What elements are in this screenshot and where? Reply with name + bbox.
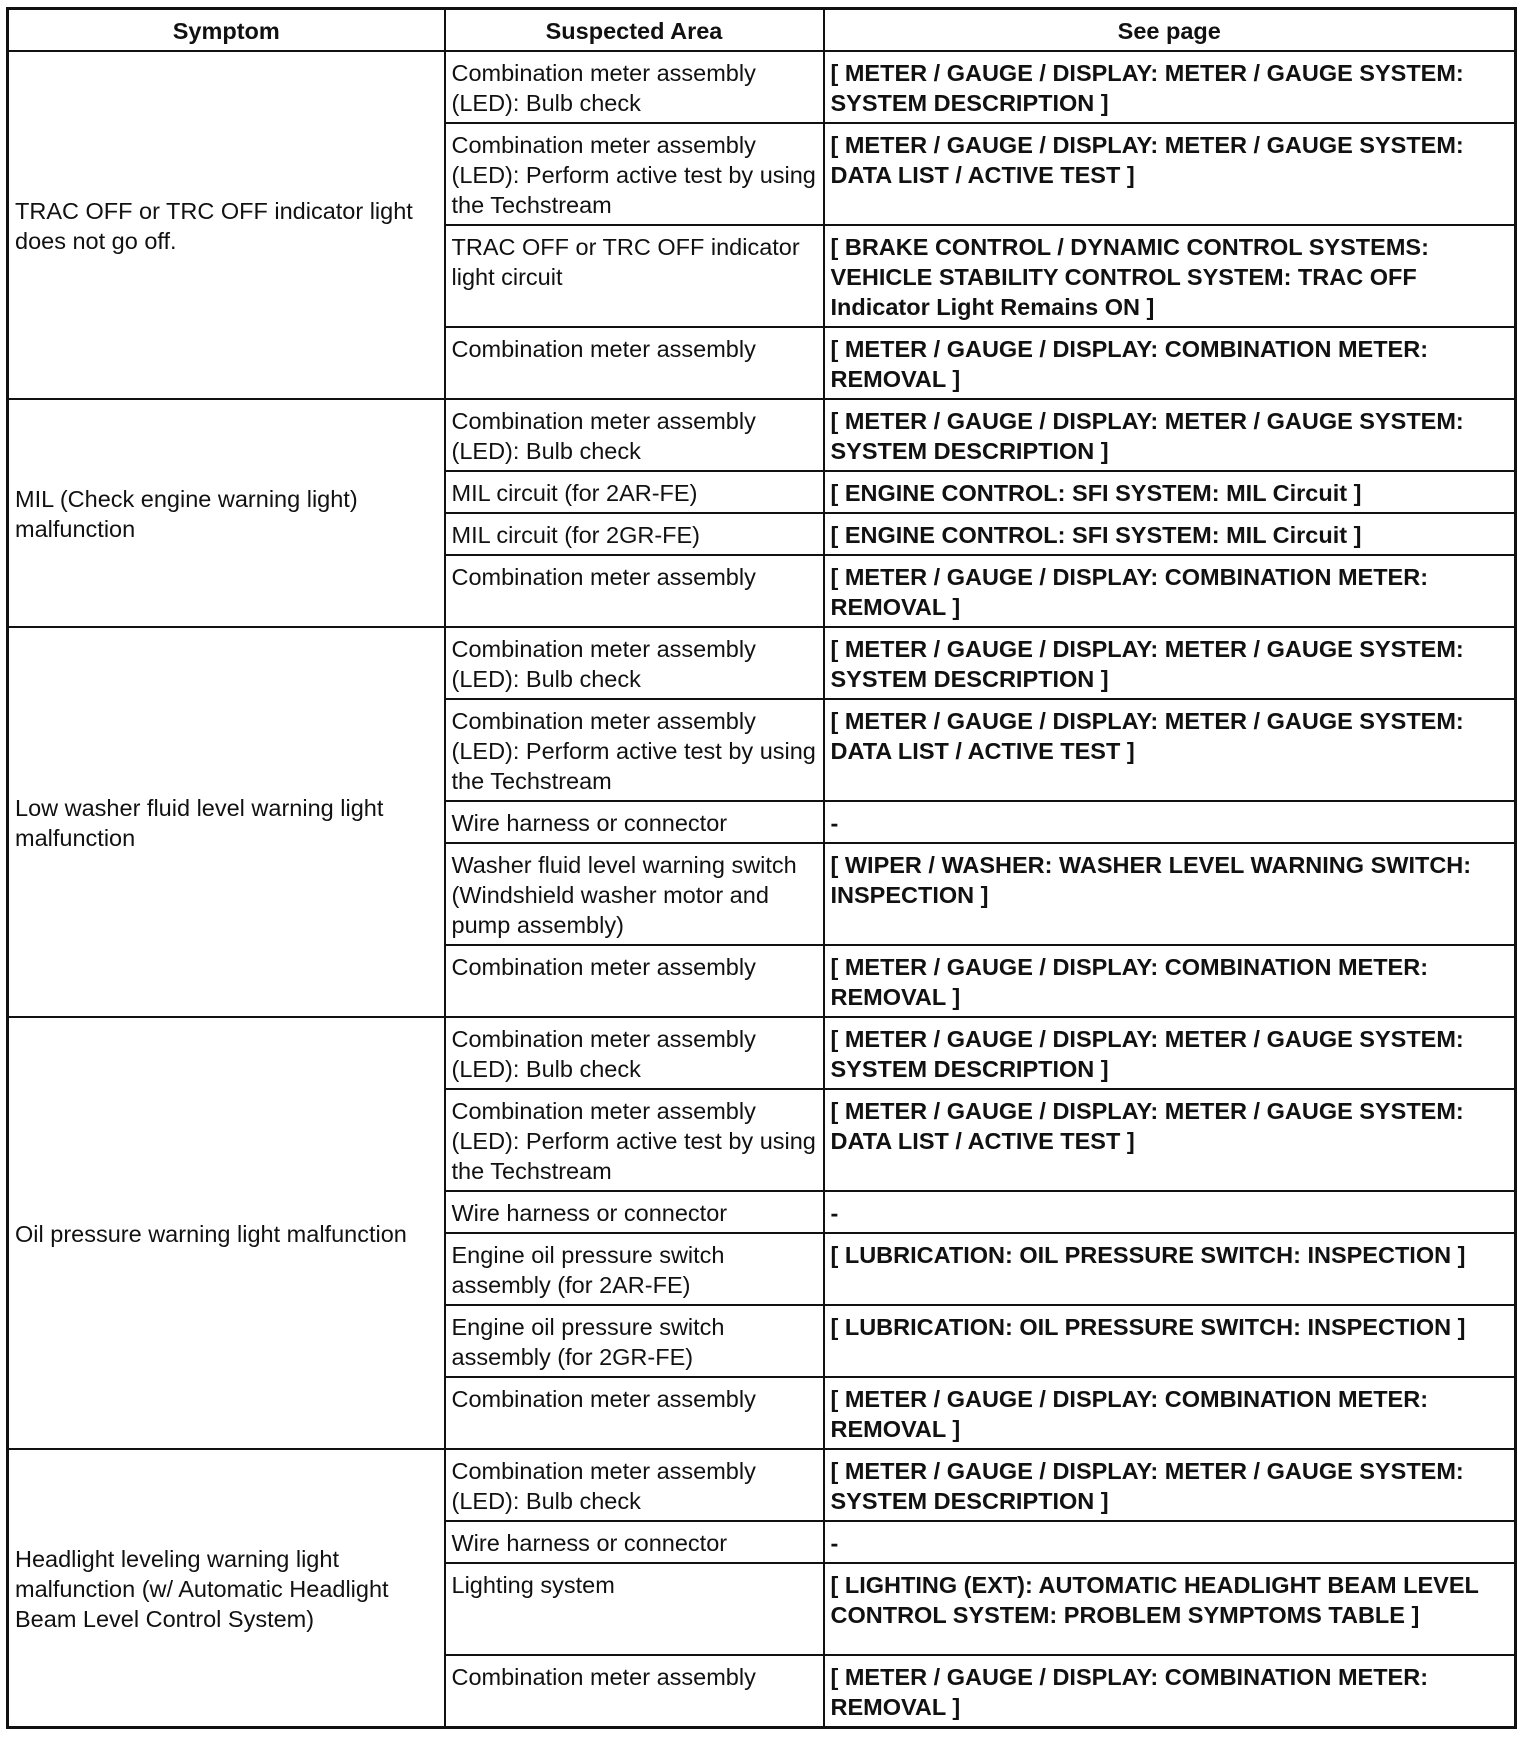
see-page-cell: [ LUBRICATION: OIL PRESSURE SWITCH: INSPECTION ] <box>824 1233 1516 1305</box>
suspected-area-cell: Washer fluid level warning switch (Windshield washer motor and pump assembly) <box>445 843 824 945</box>
see-page-cell: [ METER / GAUGE / DISPLAY: METER / GAUGE SYSTEM: SYSTEM DESCRIPTION ] <box>824 1449 1516 1521</box>
suspected-area-cell: Combination meter assembly <box>445 945 824 1017</box>
suspected-area-cell: Combination meter assembly (LED): Bulb check <box>445 1017 824 1089</box>
suspected-area-cell: Wire harness or connector <box>445 801 824 843</box>
table-row <box>8 1449 1516 1521</box>
header-row <box>8 9 1516 52</box>
suspected-area-cell: Combination meter assembly (LED): Bulb check <box>445 399 824 471</box>
suspected-area-cell: Engine oil pressure switch assembly (for 2AR-FE) <box>445 1233 824 1305</box>
header-suspected-area: Suspected Area <box>445 9 824 52</box>
suspected-area-cell: Combination meter assembly <box>445 555 824 627</box>
suspected-area-cell: MIL circuit (for 2GR-FE) <box>445 513 824 555</box>
symptom-cell: Oil pressure warning light malfunction <box>8 1017 445 1449</box>
see-page-cell: [ METER / GAUGE / DISPLAY: METER / GAUGE SYSTEM: DATA LIST / ACTIVE TEST ] <box>824 1089 1516 1191</box>
see-page-cell: [ ENGINE CONTROL: SFI SYSTEM: MIL Circuit ] <box>824 471 1516 513</box>
suspected-area-cell: Combination meter assembly <box>445 1655 824 1728</box>
suspected-area-cell: Wire harness or connector <box>445 1191 824 1233</box>
suspected-area-cell: MIL circuit (for 2AR-FE) <box>445 471 824 513</box>
see-page-cell: [ METER / GAUGE / DISPLAY: COMBINATION METER: REMOVAL ] <box>824 945 1516 1017</box>
see-page-cell: [ LUBRICATION: OIL PRESSURE SWITCH: INSPECTION ] <box>824 1305 1516 1377</box>
symptom-cell: MIL (Check engine warning light) malfunction <box>8 399 445 627</box>
see-page-cell: [ METER / GAUGE / DISPLAY: COMBINATION METER: REMOVAL ] <box>824 555 1516 627</box>
table-row <box>8 399 1516 471</box>
see-page-cell: [ METER / GAUGE / DISPLAY: METER / GAUGE SYSTEM: DATA LIST / ACTIVE TEST ] <box>824 123 1516 225</box>
suspected-area-cell: Lighting system <box>445 1563 824 1655</box>
see-page-cell: [ ENGINE CONTROL: SFI SYSTEM: MIL Circuit ] <box>824 513 1516 555</box>
see-page-cell: [ METER / GAUGE / DISPLAY: METER / GAUGE SYSTEM: DATA LIST / ACTIVE TEST ] <box>824 699 1516 801</box>
suspected-area-cell: TRAC OFF or TRC OFF indicator light circuit <box>445 225 824 327</box>
table-row <box>8 1017 1516 1089</box>
see-page-cell: [ METER / GAUGE / DISPLAY: METER / GAUGE SYSTEM: SYSTEM DESCRIPTION ] <box>824 627 1516 699</box>
suspected-area-cell: Combination meter assembly (LED): Bulb check <box>445 51 824 123</box>
header-see-page: See page <box>824 9 1516 52</box>
suspected-area-cell: Combination meter assembly (LED): Perform active test by using the Techstream <box>445 699 824 801</box>
suspected-area-cell: Combination meter assembly <box>445 327 824 399</box>
see-page-cell: [ METER / GAUGE / DISPLAY: METER / GAUGE SYSTEM: SYSTEM DESCRIPTION ] <box>824 399 1516 471</box>
symptom-cell: Headlight leveling warning light malfunction (w/ Automatic Headlight Beam Level Control System) <box>8 1449 445 1728</box>
see-page-cell: [ METER / GAUGE / DISPLAY: COMBINATION METER: REMOVAL ] <box>824 327 1516 399</box>
suspected-area-cell: Engine oil pressure switch assembly (for 2GR-FE) <box>445 1305 824 1377</box>
see-page-cell: - <box>824 801 1516 843</box>
see-page-cell: [ METER / GAUGE / DISPLAY: COMBINATION METER: REMOVAL ] <box>824 1377 1516 1449</box>
header-symptom: Symptom <box>8 9 445 52</box>
see-page-cell: [ LIGHTING (EXT): AUTOMATIC HEADLIGHT BEAM LEVEL CONTROL SYSTEM: PROBLEM SYMPTOMS TABLE ] <box>824 1563 1516 1655</box>
table-row <box>8 627 1516 699</box>
see-page-cell: [ METER / GAUGE / DISPLAY: METER / GAUGE SYSTEM: SYSTEM DESCRIPTION ] <box>824 1017 1516 1089</box>
symptom-cell: TRAC OFF or TRC OFF indicator light does not go off. <box>8 51 445 399</box>
suspected-area-cell: Combination meter assembly (LED): Perform active test by using the Techstream <box>445 123 824 225</box>
see-page-cell: - <box>824 1521 1516 1563</box>
suspected-area-cell: Combination meter assembly (LED): Bulb check <box>445 627 824 699</box>
suspected-area-cell: Combination meter assembly (LED): Perform active test by using the Techstream <box>445 1089 824 1191</box>
suspected-area-cell: Combination meter assembly <box>445 1377 824 1449</box>
see-page-cell: [ WIPER / WASHER: WASHER LEVEL WARNING SWITCH: INSPECTION ] <box>824 843 1516 945</box>
suspected-area-cell: Combination meter assembly (LED): Bulb check <box>445 1449 824 1521</box>
table-row <box>8 51 1516 123</box>
suspected-area-cell: Wire harness or connector <box>445 1521 824 1563</box>
see-page-cell: [ BRAKE CONTROL / DYNAMIC CONTROL SYSTEMS: VEHICLE STABILITY CONTROL SYSTEM: TRAC OFF Indicator Light Remains ON ] <box>824 225 1516 327</box>
see-page-cell: [ METER / GAUGE / DISPLAY: METER / GAUGE SYSTEM: SYSTEM DESCRIPTION ] <box>824 51 1516 123</box>
see-page-cell: - <box>824 1191 1516 1233</box>
symptom-cell: Low washer fluid level warning light malfunction <box>8 627 445 1017</box>
see-page-cell: [ METER / GAUGE / DISPLAY: COMBINATION METER: REMOVAL ] <box>824 1655 1516 1728</box>
problem-symptoms-table <box>6 7 1517 1729</box>
